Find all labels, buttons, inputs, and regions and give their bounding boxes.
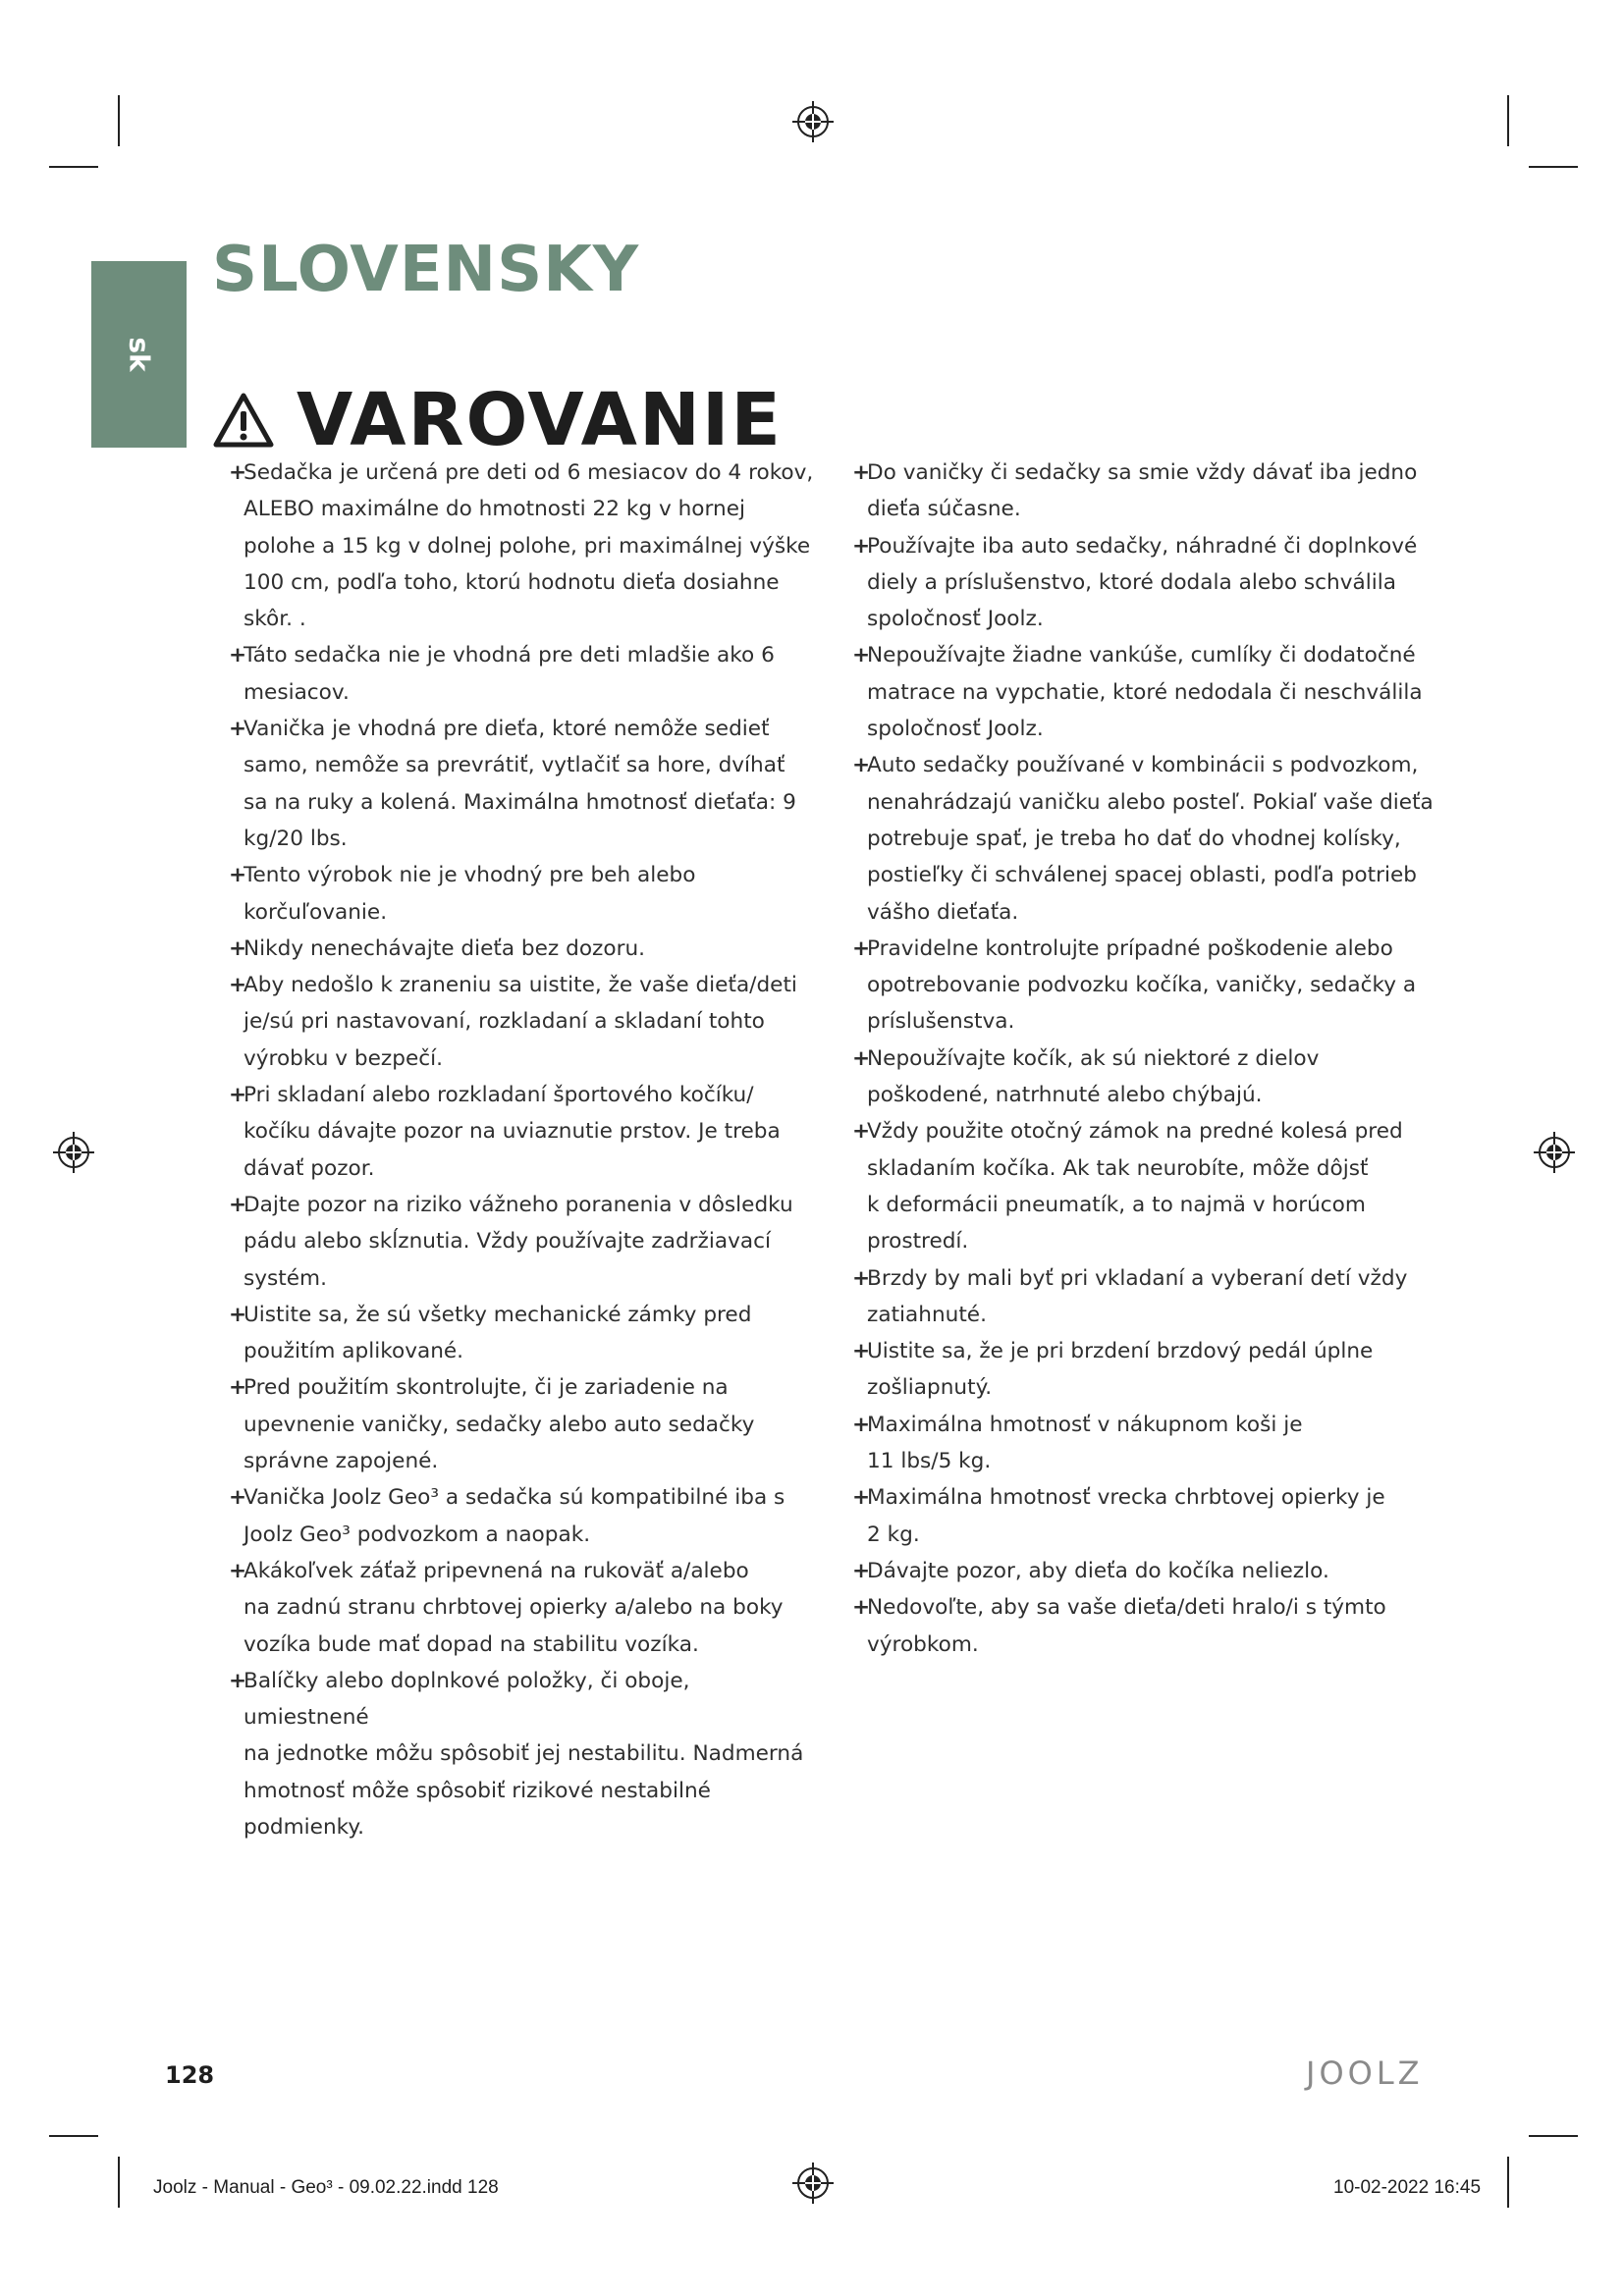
registration-mark-icon [1534,1132,1575,1173]
warnings-list-right [852,454,1441,1663]
brand-logo: JOOLZ [1306,2055,1424,2092]
crop-mark [118,2157,120,2208]
list-item: + Nepoužívajte kočík, ak sú niektoré z dielov poškodené, natrhnuté alebo chýbajú. [852,1045,1320,1108]
list-item: + Akákoľvek záťaž pripevnená na rukoväť a/alebo na zadnú stranu chrbtovej opierky a/alebo na boky vozíka bude mať dopad na stabilitu vozíka. [229,1558,784,1657]
list-item-text: Uistite sa, že sú všetky mechanické zámky pred použitím aplikované. [244,1302,752,1364]
list-item: + Uistite sa, že sú všetky mechanické zámky pred použitím aplikované. [229,1302,752,1364]
list-item: + Sedačka je určená pre deti od 6 mesiacov do 4 rokov, ALEBO maximálne do hmotnosti 22 kg v hornej polohe a 15 kg v dolnej polohe, pri maximálnej výške 100 cm, podľa toho, ktorú hodnotu dieťa dosiahne skôr. . [229,460,814,632]
list-item: + Pri skladaní alebo rozkladaní športového kočíku/ kočíku dávajte pozor na uviaznutie prstov. Je treba dávať pozor. [229,1083,781,1181]
list-item: + Tento výrobok nie je vhodný pre beh alebo korčuľovanie. [229,863,696,925]
list-item: + Používajte iba auto sedačky, náhradné či doplnkové diely a príslušenstvo, ktoré dodala alebo schválila spoločnosť Joolz. [852,533,1418,632]
list-item-text: Vanička Joolz Geo³ a sedačka sú kompatibilné iba s Joolz Geo³ podvozkom a naopak. [244,1485,785,1547]
registration-mark-icon [792,2163,834,2204]
list-item-text: Pred použitím skontrolujte, či je zariadenie na upevnenie vaničky, sedačky alebo auto sedačky správne zapojené. [244,1375,755,1474]
list-item-text: Nepoužívajte kočík, ak sú niektoré z dielov poškodené, natrhnuté alebo chýbajú. [867,1045,1320,1108]
list-item: + Uistite sa, že je pri brzdení brzdový pedál úplne zošliapnutý. [852,1339,1374,1401]
list-item-text: Pravidelne kontrolujte prípadné poškodenie alebo opotrebovanie podvozku kočíka, vaničky, sedačky a príslušenstva. [867,935,1417,1035]
crop-mark [1529,2135,1578,2137]
list-item-text: Nikdy nenechávajte dieťa bez dozoru. [244,935,646,961]
print-slug-file: Joolz - Manual - Geo³ - 09.02.22.indd 128 [153,2177,499,2198]
language-side-tab [91,261,187,448]
list-item-text: Sedačka je určená pre deti od 6 mesiacov do 4 rokov, ALEBO maximálne do hmotnosti 22 kg v hornej polohe a 15 kg v dolnej polohe, pri maximálnej výške 100 cm, podľa toho, ktorú hodnotu dieťa dosiahne skôr. . [244,460,814,632]
list-item-text: Používajte iba auto sedačky, náhradné či doplnkové diely a príslušenstvo, ktoré dodala alebo schválila spoločnosť Joolz. [867,533,1418,632]
list-item-text: Maximálna hmotnosť vrecka chrbtovej opierky je 2 kg. [867,1485,1385,1547]
list-item: + Pred použitím skontrolujte, či je zariadenie na upevnenie vaničky, sedačky alebo auto sedačky správne zapojené. [229,1375,755,1474]
list-item-text: Brzdy by mali byť pri vkladaní a vyberaní detí vždy zatiahnuté. [867,1265,1408,1327]
language-code: sk [123,337,155,372]
list-item-text: Vanička je vhodná pre dieťa, ktoré nemôže sedieť samo, nemôže sa prevrátiť, vytlačiť sa hore, dvíhať sa na ruky a kolená. Maximálna hmotnosť dieťaťa: 9 kg/20 lbs. [244,717,796,851]
list-item: + Balíčky alebo doplnkové položky, či oboje, umiestnené na jednotke môžu spôsobiť jej nestabilitu. Nadmerná hmotnosť môže spôsobiť rizikové nestabilné podmienky. [229,1668,804,1840]
list-item: + Maximálna hmotnosť v nákupnom koši je 11 lbs/5 kg. [852,1412,1303,1474]
crop-mark [49,166,98,168]
list-item: + Do vaničky či sedačky sa smie vždy dávať iba jedno dieťa súčasne. [852,460,1418,522]
crop-mark [1529,166,1578,168]
list-item: + Vanička Joolz Geo³ a sedačka sú kompatibilné iba s Joolz Geo³ podvozkom a naopak. [229,1485,785,1547]
crop-mark [49,2135,98,2137]
list-item-text: Pri skladaní alebo rozkladaní športového kočíku/ kočíku dávajte pozor na uviaznutie prstov. Je treba dávať pozor. [244,1083,781,1181]
list-item: + Dávajte pozor, aby dieťa do kočíka neliezlo. [852,1558,1329,1583]
list-item-text: Nedovoľte, aby sa vaše dieťa/deti hralo/i s týmto výrobkom. [867,1595,1386,1657]
list-item-text: Vždy použite otočný zámok na predné kolesá pred skladaním kočíka. Ak tak neurobíte, môže dôjsť k deformácii pneumatík, a to najmä v horúcom prostredí. [867,1119,1403,1255]
print-slug-date: 10-02-2022 16:45 [1333,2177,1482,2198]
registration-mark-icon [792,101,834,142]
list-item: + Táto sedačka nie je vhodná pre deti mladšie ako 6 mesiacov. [229,643,775,705]
warning-title-text: VAROVANIE [297,378,783,462]
registration-mark-icon [53,1132,94,1173]
list-item-text: Auto sedačky používané v kombinácii s podvozkom, nenahrádzajú vaničku alebo posteľ. Pokiaľ vaše dieťa potrebuje spať, je treba ho dať do vhodnej kolísky, postieľky či schválenej spacej oblasti, podľa potrieb vášho dieťaťa. [867,753,1434,925]
list-item-text: Akákoľvek záťaž pripevnená na rukoväť a/alebo na zadnú stranu chrbtovej opierky a/alebo na boky vozíka bude mať dopad na stabilitu vozíka. [244,1558,784,1657]
list-item-text: Dajte pozor na riziko vážneho poranenia v dôsledku pádu alebo skĺznutia. Vždy používajte zadržiavací systém. [244,1192,793,1291]
crop-mark [1507,95,1509,146]
crop-mark [118,95,120,146]
list-item-text: Maximálna hmotnosť v nákupnom koši je 11 lbs/5 kg. [867,1412,1303,1474]
list-item-text: Táto sedačka nie je vhodná pre deti mladšie ako 6 mesiacov. [244,643,775,705]
list-item: + Dajte pozor na riziko vážneho poranenia v dôsledku pádu alebo skĺznutia. Vždy používajte zadržiavací systém. [229,1192,793,1291]
list-item: + Pravidelne kontrolujte prípadné poškodenie alebo opotrebovanie podvozku kočíka, vaničky, sedačky a príslušenstva. [852,935,1417,1035]
warning-triangle-icon [212,392,275,449]
list-item: + Auto sedačky používané v kombinácii s podvozkom, nenahrádzajú vaničku alebo posteľ. Pokiaľ vaše dieťa potrebuje spať, je treba ho dať do vhodnej kolísky, postieľky či schválenej spacej oblasti, podľa potrieb vášho dieťaťa. [852,753,1434,925]
list-item-text: Uistite sa, že je pri brzdení brzdový pedál úplne zošliapnutý. [867,1339,1374,1401]
list-item: + Brzdy by mali byť pri vkladaní a vyberaní detí vždy zatiahnuté. [852,1265,1408,1327]
list-item-text: Aby nedošlo k zraneniu sa uistite, že vaše dieťa/deti je/sú pri nastavovaní, rozkladaní a skladaní tohto výrobku v bezpečí. [244,973,797,1071]
list-item-text: Do vaničky či sedačky sa smie vždy dávať iba jedno dieťa súčasne. [867,460,1418,522]
list-item: + Vanička je vhodná pre dieťa, ktoré nemôže sedieť samo, nemôže sa prevrátiť, vytlačiť sa hore, dvíhať sa na ruky a kolená. Maximálna hmotnosť dieťaťa: 9 kg/20 lbs. [229,717,796,851]
list-item: + Maximálna hmotnosť vrecka chrbtovej opierky je 2 kg. [852,1485,1385,1547]
warning-heading [212,378,783,462]
list-item: + Nepoužívajte žiadne vankúše, cumlíky či dodatočné matrace na vypchatie, ktoré nedodala či neschválila spoločnosť Joolz. [852,643,1423,742]
list-item: + Nedovoľte, aby sa vaše dieťa/deti hralo/i s týmto výrobkom. [852,1595,1386,1657]
list-item: + Vždy použite otočný zámok na predné kolesá pred skladaním kočíka. Ak tak neurobíte, môže dôjsť k deformácii pneumatík, a to najmä v horúcom prostredí. [852,1119,1403,1255]
page-title: SLOVENSKY [212,234,640,306]
list-item-text: Balíčky alebo doplnkové položky, či oboje, umiestnené na jednotke môžu spôsobiť jej nestabilitu. Nadmerná hmotnosť môže spôsobiť rizikové nestabilné podmienky. [244,1668,804,1840]
list-item: + Aby nedošlo k zraneniu sa uistite, že vaše dieťa/deti je/sú pri nastavovaní, rozkladaní a skladaní tohto výrobku v bezpečí. [229,973,797,1071]
crop-mark [1507,2157,1509,2208]
page-number: 128 [165,2061,215,2089]
list-item: + Nikdy nenechávajte dieťa bez dozoru. [229,935,646,961]
list-item-text: Tento výrobok nie je vhodný pre beh alebo korčuľovanie. [244,863,696,925]
list-item-text: Nepoužívajte žiadne vankúše, cumlíky či dodatočné matrace na vypchatie, ktoré nedodala či neschválila spoločnosť Joolz. [867,643,1423,742]
list-item-text: Dávajte pozor, aby dieťa do kočíka neliezlo. [867,1558,1329,1583]
warnings-list-left [229,454,818,1845]
